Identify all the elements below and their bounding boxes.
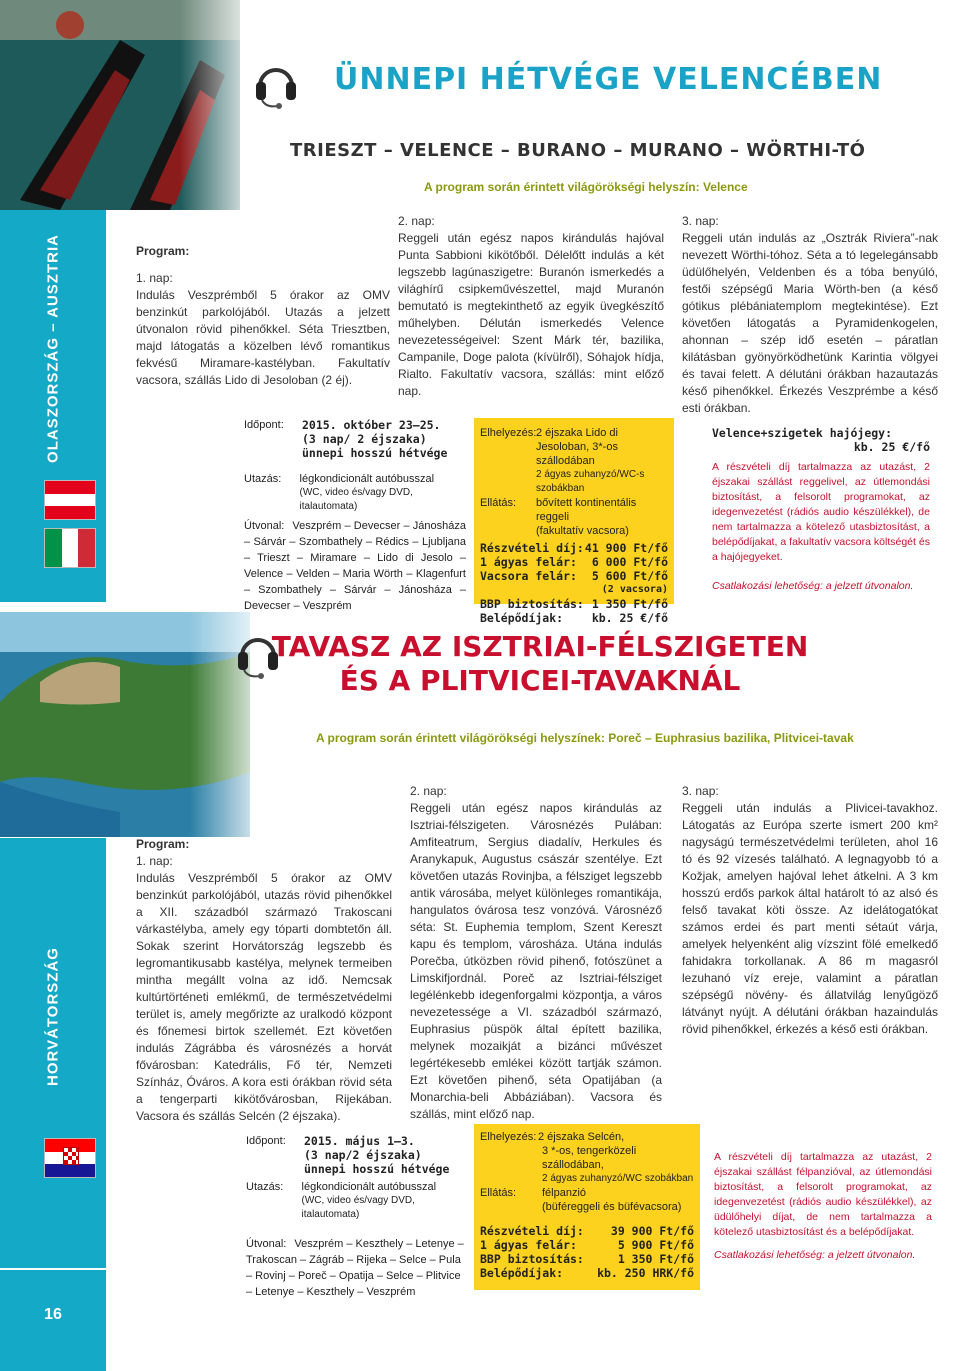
price-table [480, 541, 668, 625]
ellatas-sub-2: (büféreggeli és büfévacsora) [542, 1201, 682, 1213]
idopont-sub1: (3 nap/ 2 éjszaka) [302, 432, 427, 446]
day3-text: Reggeli után indulás az „Osztrák Riviera”-nak nevezett Wörthi-tóhoz. Séta a tó legelegánsabb üdülőhelyén, Veldenben és a tóba benyúló, festői szépségű Maria Wörth-ben (a késő gótikus plébániatemplom megtekintése). Ezt követően látogatás a Pyramidenkogelen, ahonnan – szép idő esetén – páratlan kilátásban gyönyörködhetünk Karintia völgyei és tavai felett. A délutáni órákban hazautazás késő pihenőkkel. Érkezés Veszprémbe a késő esti órákban. [682, 231, 938, 415]
boat-ticket-title: Velence+szigetek hajójegy: [712, 426, 893, 440]
day1-label-2: 1. nap: [136, 854, 173, 868]
utvonal-value-2: Veszprém – Keszthely – Letenye – Trakoscan – Zágráb – Rijeka – Selce – Pula – Rovinj – Poreč – Opatija – Selce – Plitvice – Letenye – Keszthely – Veszprém [246, 1238, 464, 1298]
program-label: Program: [136, 244, 190, 258]
headset-icon [252, 58, 300, 110]
page-number: 16 [0, 1270, 106, 1371]
day1-text: Indulás Veszprémből 5 órakor az OMV benzinkút parkolójából. Utazás a jelzett útvonalon rövid pihenőkkel. Séta Triesztben, majd látogatás a közelben lévő romantikus fekvésű Miramare-kastélyban. Fakultatív vacsora, szállás Lido di Jesoloban (2 éj). [136, 288, 390, 387]
ellatas-value-2: félpanzió [542, 1187, 587, 1199]
sidebar-label-2: HORVÁTORSZÁG [44, 947, 62, 1086]
heritage-line: A program során érintett világörökségi helyszín: Velence [424, 180, 748, 194]
program2-day3 [682, 783, 938, 1038]
day3-label-2: 3. nap: [682, 784, 719, 798]
day2-label: 2. nap: [398, 214, 435, 228]
page-title-2 [240, 630, 840, 698]
utazas-label-2: Utazás: [246, 1181, 284, 1193]
program2-day2 [410, 783, 662, 1123]
elhelyezes-label-2: Elhelyezés: [480, 1131, 537, 1143]
sidebar-italy-austria [0, 210, 106, 602]
price-row: Belépődíjak: kb. 250 HRK/fő [480, 1266, 694, 1280]
price-row: BBP biztosítás: 1 350 Ft/fő [480, 597, 668, 611]
program-day3 [682, 213, 938, 417]
day2-text: Reggeli után egész napos kirándulás hajóval Punta Sabbioni kikötőből. Délelőtt indulás a két legszebb lagúnaszigetre: Buranón ismerkedés a világhírű csipkeművészettel, majd Muranón bemutató is megtekinthető az egyik üvegkészítő műhelyben. Délután ismerkedés Velence nevezetességeivel: Szent Márk tér, bazilika, Campanile, Doge palota (kívülről), Sóhajok hídja, Rialto. Fakultatív vacsora, szállás: mint előző nap. [398, 231, 664, 398]
ellatas-sub: (fakultatív vacsora) [536, 525, 629, 537]
utazas-value: légkondicionált autóbusszal [299, 473, 435, 485]
page-title: ÜNNEPI HÉTVÉGE VELENCÉBEN [334, 62, 883, 97]
utvonal-label: Útvonal: [244, 520, 285, 532]
austria-flag-icon [44, 480, 96, 520]
included-text: A részvételi díj tartalmazza az utazást, 2 éjszakai szállást reggelivel, az útlemondási biztosítást, a felsorolt programokat, az idegenvezetést (rádiós audio készülékkel), de nem tartalmazza a kötelező utasbiztosítást, a belépődíjakat, a fakultatív vacsora költségét és a hajójegyeket. [712, 461, 930, 563]
price-row: Részvételi díj: 41 900 Ft/fő [480, 541, 668, 555]
extra-info [712, 426, 930, 593]
boat-ticket-price: kb. 25 €/fő [853, 440, 930, 454]
price-box-2 [474, 1124, 700, 1290]
day3-text-2: Reggeli után indulás a Plivicei-tavakhoz. Látogatás az Európa szerte ismert 200 km² nagyságú természetvédelmi területen, ahol 16 tó és 92 vízesés található. A legnagyobb tó a Kožjak, amelyen hajóval lehet átkelni. A 3 km hosszú erdős parkok által határolt tó az alsó és felső tavakat köti össze. Az idelátogatókat számos erdei és part menti sétaút várja, amelyek helyenként alig vízszint fölé emelkedő fahidakra torkollanak. A 86 m magasról lezuhanó víz ereje, valamint a páratlan szépségű növény- és állatvilág lenyűgöző látványt nyújt. A délutáni órákban hazaindulás rövid pihenőkkel, érkezés a késő esti órákban. [682, 801, 938, 1036]
program2-day1 [136, 836, 392, 1125]
utazas-value-2: légkondicionált autóbusszal [301, 1181, 437, 1193]
elhelyezes-sub2-2: 2 ágyas zuhanyzó/WC szobákban [542, 1173, 694, 1184]
idopont-value: 2015. október 23–25. [302, 418, 441, 432]
elhelyezes-value: 2 éjszaka Lido di Jesoloban, 3*-os szállodában [536, 427, 618, 467]
price-box [474, 418, 674, 625]
route-subtitle: TRIESZT – VELENCE – BURANO – MURANO – WÖRTHI-TÓ [290, 140, 866, 161]
trip-info-box-2 [246, 1134, 468, 1300]
elhelyezes-label: Elhelyezés: [480, 427, 537, 439]
idopont-label: Időpont: [244, 419, 284, 431]
sidebar-croatia [0, 838, 106, 1268]
day2-text-2: Reggeli után egész napos kirándulás az Isztriai-félszigeten. Városnézés Pulában: Amfiteatrum, Sergius diadalív, Herkules és Aranykapuk, Augustus császár szentélye. Ezt követően utazás Rovinjba, a félsziget legszebb antik városába, melyet különleges romantikája, hangulatos óvárosa tesz vonzóvá. Városnéző séta: St. Euphemia templom, Szent Kereszt kapu és templom, városháza. Utána indulás Porečba, útközben rövid pihenő, fotószünet a Limskifjordnál. Poreč az Isztriai-félsziget legélénkebb idegenforgalmi központja, a város nevezetessége a VI. századból származó, Euphrasius püspök által épített bazilika, melynek mozaikját a bizánci művészet legértékesebb emlékei között tartják számon. Ezt követően pihenő, séta Opatijában (a Monarchia-beli Abbáziában). Vacsora és szállás, mint előző nap. [410, 801, 662, 1121]
italy-flag-icon [44, 528, 96, 568]
day3-label: 3. nap: [682, 214, 719, 228]
gondola-photo-fade [180, 0, 260, 210]
ellatas-label-2: Ellátás: [480, 1187, 517, 1199]
included-text-2: A részvételi díj tartalmazza az utazást, 2 éjszakai szállást félpanzióval, az útlemondási biztosítást, a felsorolt programokat, az idegenvezetést (rádiós audio készülékkel), az üdülőhelyi díjat, de nem tartalmazza a kötelező utasbiztosítást és a belépődíjakat. [714, 1151, 932, 1238]
day1-text-2: Indulás Veszprémből 5 órakor az OMV benzinkút parkolójából, utazás rövid pihenőkkel a XII. századból származó Trakoscani várkastélyba, amely egy tóparti dombtetőn áll. Sokak szerint Horvátország legszebb és legromantikusabb kastélya, melynek termeiben mintha megállt volna az idő. Nemcsak kultúrtörténeti emlékmű, de természetvédelmi terület is, amely megőrizte az uralkodó központ és főnemesi birtok szellemét. Ezt követően indulás Zágrábba és városnézés a horvát fővárosban: Katedrális, Fő tér, Nemzeti Színház, Óváros. A kora esti órákban rövid séta a tengerparti kikötővárosban, Rijekában. Vacsora és szállás Selcén (2 éjszaka). [136, 871, 392, 1123]
idopont-sub1-2: (3 nap/2 éjszaka) [304, 1148, 422, 1162]
utazas-sub-2: (WC, video és/vagy DVD, italautomata) [301, 1195, 415, 1220]
price-row: BBP biztosítás: 1 350 Ft/fő [480, 1252, 694, 1266]
price-row: (2 vacsora) [601, 584, 668, 595]
trip-info-box [244, 418, 466, 614]
idopont-value-2: 2015. május 1–3. [304, 1134, 415, 1148]
idopont-sub2-2: ünnepi hosszú hétvége [304, 1162, 450, 1176]
elhelyezes-sub1-2: 3 *-os, tengerközeli szállodában, [542, 1145, 637, 1171]
program-day1 [136, 243, 390, 389]
day1-label: 1. nap: [136, 271, 173, 285]
day2-label-2: 2. nap: [410, 784, 447, 798]
price-row: Részvételi díj: 39 900 Ft/fő [480, 1224, 694, 1238]
sidebar-label: OLASZORSZÁG – AUSZTRIA [44, 234, 62, 463]
price-table-2 [480, 1224, 694, 1280]
idopont-label-2: Időpont: [246, 1135, 286, 1147]
ellatas-label: Ellátás: [480, 497, 517, 509]
elhelyezes-value-2: 2 éjszaka Selcén, [538, 1131, 625, 1143]
idopont-sub2: ünnepi hosszú hétvége [302, 446, 448, 460]
ellatas-value: bővített kontinentális reggeli [536, 497, 637, 523]
program-day2 [398, 213, 664, 400]
price-row: 1 ágyas felár: 5 900 Ft/fő [480, 1238, 694, 1252]
utvonal-label-2: Útvonal: [246, 1238, 287, 1250]
utazas-sub: (WC, video és/vagy DVD, italautomata) [299, 487, 413, 512]
joining-note: Csatlakozási lehetőség: a jelzett útvonalon. [712, 580, 914, 592]
utazas-label: Utazás: [244, 473, 282, 485]
elhelyezes-sub: 2 ágyas zuhanyzó/WC-s szobákban [536, 469, 645, 494]
title2-line1: TAVASZ AZ ISZTRIAI-FÉLSZIGETEN [271, 630, 809, 663]
utvonal-value: Veszprém – Devecser – Jánosháza – Sárvár – Szombathely – Rédics – Ljubljana – Trieszt – Miramare – Lido di Jesolo – Velence – Velden – Maria Wörth – Klagenfurt – Szombathely – Sárvár – Jánosháza – Devecser – Veszprém [244, 520, 466, 612]
croatia-flag-icon [44, 1138, 96, 1178]
extra-info-2 [714, 1150, 932, 1262]
heritage-line-2: A program során érintett világörökségi helyszínek: Poreč – Euphrasius bazilika, Plitvicei-tavak [316, 731, 854, 745]
price-row: Belépődíjak: kb. 25 €/fő [480, 611, 668, 625]
price-row: 1 ágyas felár: 6 000 Ft/fő [480, 555, 668, 569]
title2-line2: ÉS A PLITVICEI-TAVAKNÁL [339, 664, 741, 697]
joining-note-2: Csatlakozási lehetőség: a jelzett útvonalon. [714, 1249, 916, 1261]
price-row: Vacsora felár: 5 600 Ft/fő [480, 569, 668, 583]
program-label-2: Program: [136, 837, 190, 851]
